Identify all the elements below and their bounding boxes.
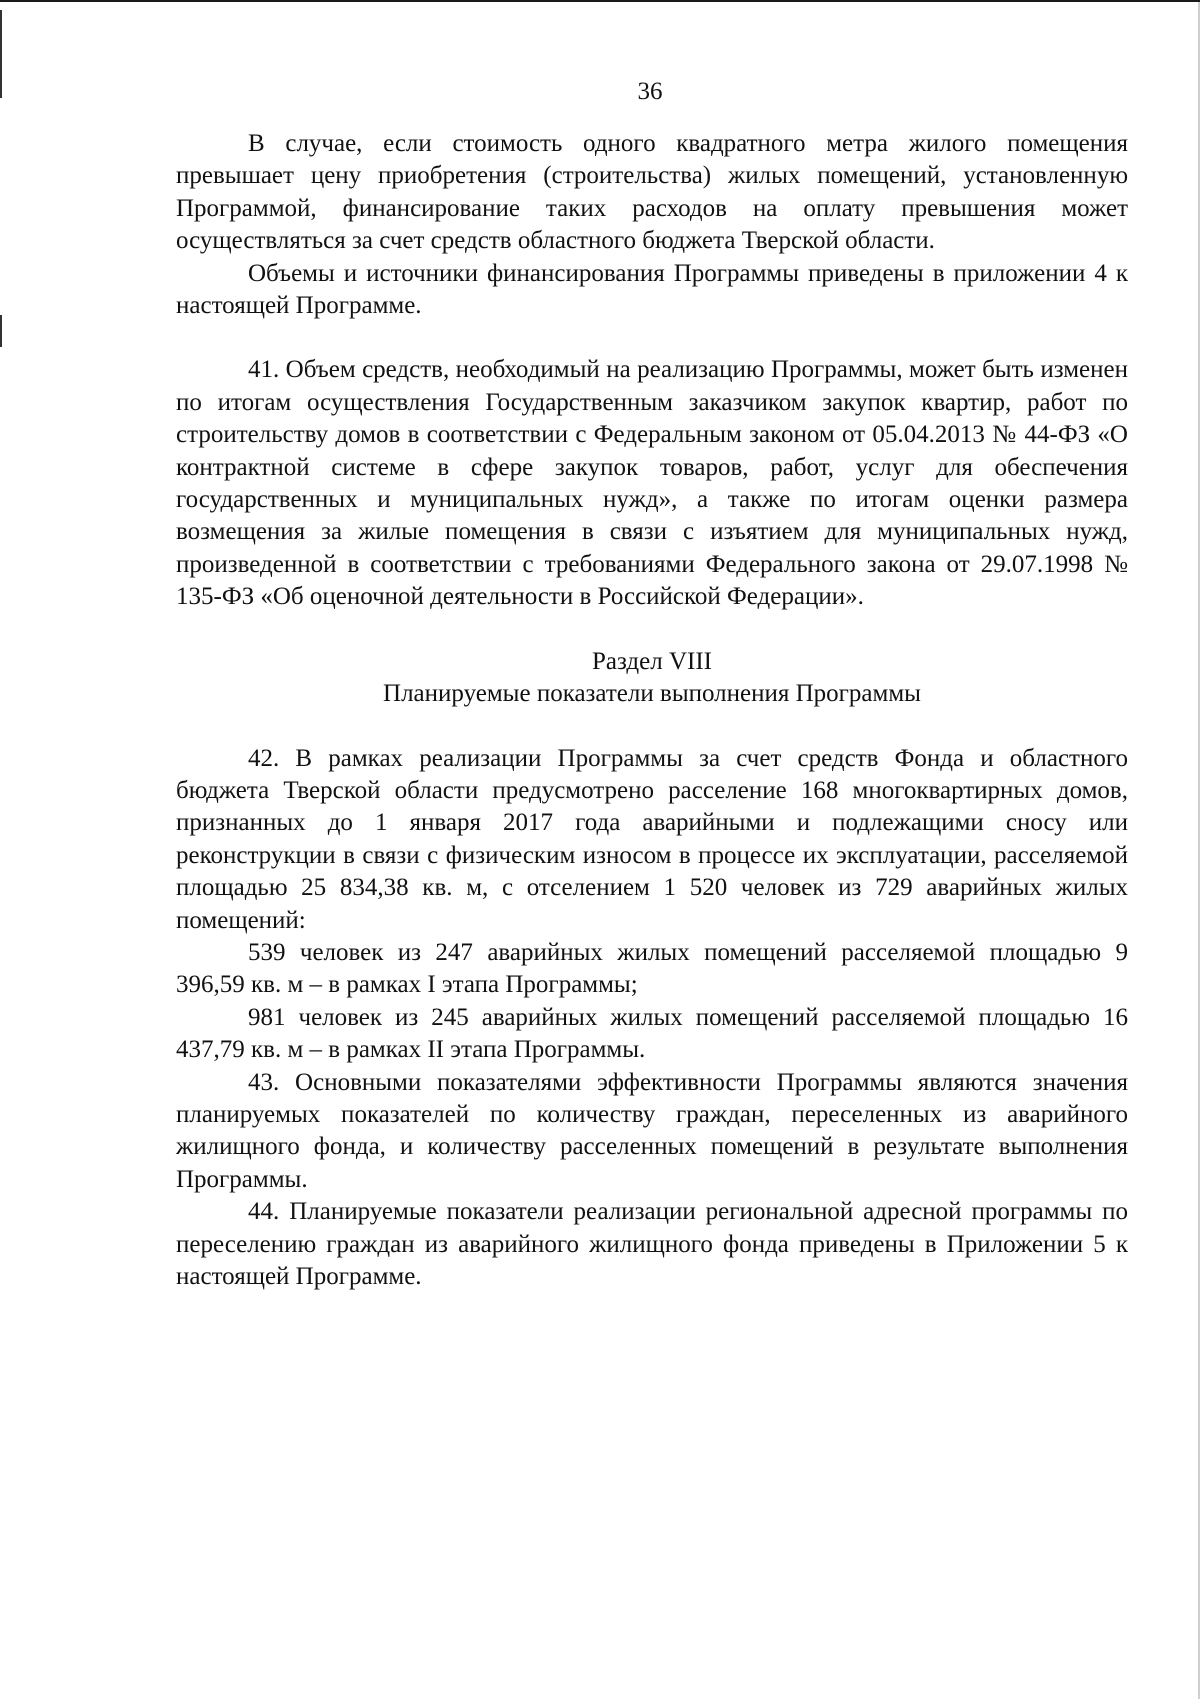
paragraph-44: 44. Планируемые показатели реализации региональной адресной программы по переселению граждан из аварийного жилищного фонда приведены в Приложении 5 к настоящей Программе. <box>176 1198 1128 1290</box>
section-title: Раздел VIII <box>592 647 712 675</box>
spacer <box>176 322 1128 354</box>
paragraph-stage-1: 539 человек из 247 аварийных жилых помещений расселяемой площадью 9 396,59 кв. м – в рамках I этапа Программы; <box>176 938 1128 999</box>
document-body <box>176 128 1128 1293</box>
paragraph-stage-2: 981 человек из 245 аварийных жилых помещений расселяемой площадью 16 437,79 кв. м – в рамках II этапа Программы. <box>176 1003 1128 1064</box>
scan-edge-left <box>0 315 2 347</box>
spacer <box>176 614 1128 646</box>
scan-edge-top <box>0 0 1200 2</box>
paragraph-43: 43. Основными показателями эффективности Программы являются значения планируемых показателей по количеству граждан, переселенных из аварийного жилищного фонда, и количеству расселенных помещений в результате выполнения Программы. <box>176 1068 1128 1193</box>
paragraph-41: 41. Объем средств, необходимый на реализацию Программы, может быть изменен по итогам осуществления Государственным заказчиком закупок квартир, работ по строительству домов в соответствии с Федеральным законом от 05.04.2013 № 44-ФЗ «О контрактной системе в сфере закупок товаров, работ, услуг для обеспечения государственных и муниципальных нужд», а также по итогам оценки размера возмещения за жилые помещения в связи с изъятием для муниципальных нужд, произведенной в соответствии с требованиями Федерального закона от 29.07.1998 № 135-ФЗ «Об оценочной деятельности в Российской Федерации». <box>176 356 1128 611</box>
paragraph-funding-sources: Объемы и источники финансирования Программы приведены в приложении 4 к настоящей Программе. <box>176 259 1128 320</box>
paragraph-cost-excess: В случае, если стоимость одного квадратного метра жилого помещения превышает цену приобретения (строительства) жилых помещений, установленную Программой, финансирование таких расходов на оплату превышения может осуществляться за счет средств областного бюджета Тверской области. <box>176 130 1128 255</box>
section-subtitle: Планируемые показатели выполнения Программы <box>383 680 921 708</box>
spacer <box>176 711 1128 743</box>
page-number: 36 <box>637 78 663 105</box>
paragraph-42: 42. В рамках реализации Программы за счет средств Фонда и областного бюджета Тверской области предусмотрено расселение 168 многоквартирных домов, признанных до 1 января 2017 года аварийными и подлежащими сносу или реконструкции в связи с физическим износом в процессе их эксплуатации, расселяемой площадью 25 834,38 кв. м, с отселением 1 520 человек из 729 аварийных жилых помещений: <box>176 744 1128 934</box>
